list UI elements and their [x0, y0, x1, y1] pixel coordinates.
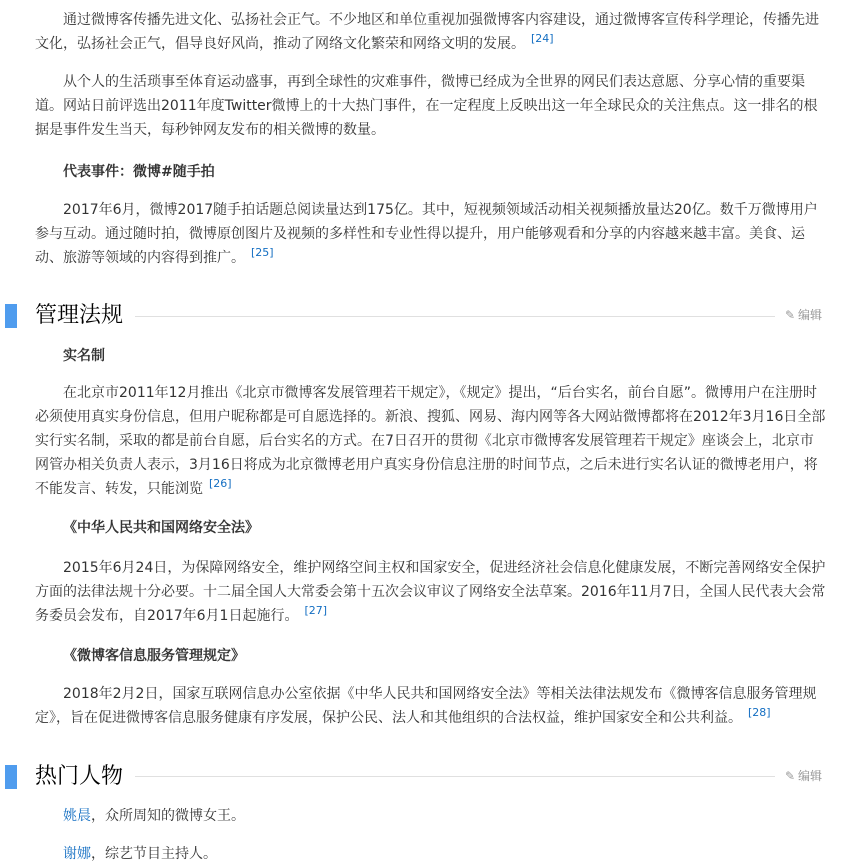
citation-link[interactable]: [27]	[304, 604, 328, 618]
person-link[interactable]: 谢娜	[63, 846, 91, 862]
paragraph-microblog-rules	[35, 682, 827, 730]
subheading-cyberlaw: 《中华人民共和国网络安全法》	[63, 520, 259, 536]
pencil-icon: ✎	[785, 308, 796, 322]
paragraph-text: 通过微博客传播先进文化、弘扬社会正气。不少地区和单位重视加强微博客内容建设，通过微博客宣传科学理论，传播先进文化，弘扬社会正气，倡导良好风尚，推动了网络文化繁荣和网络文明的发展。	[35, 12, 819, 52]
paragraph-events	[35, 70, 827, 142]
citation-link[interactable]: [24]	[531, 32, 554, 46]
subheading-realname: 实名制	[63, 348, 105, 364]
person-desc: ，众所周知的微博女王。	[91, 808, 245, 824]
subheading-representative-event: 代表事件：微博#随手拍	[63, 164, 215, 180]
section-divider	[135, 316, 775, 317]
paragraph-text: 2017年6月，微博2017随手拍话题总阅读量达到175亿。其中，短视频领域活动相关视频播放量达20亿。数千万微博用户参与互动。通过随时拍，微博原创图片及视频的多样性和专业性得以提升，用户能够观看和分享的内容越来越丰富。美食、运动、旅游等领域的内容得到推广。	[35, 202, 818, 266]
edit-button-people[interactable]	[785, 768, 822, 784]
edit-button-law[interactable]	[785, 307, 822, 323]
section-marker	[5, 304, 17, 328]
section-title-people: 热门人物	[35, 764, 124, 789]
section-marker	[5, 765, 17, 789]
section-title-law: 管理法规	[35, 303, 124, 328]
paragraph-text: 从个人的生活琐事至体育运动盛事，再到全球性的灾难事件，微博已经成为全世界的网民们表达意愿、分享心情的重要渠道。网站日前评选出2011年度Twitter微博上的十大热门事件，在一定程度上反映出这一年全球民众的关注焦点。这一排名的根据是事件发生当天，每秒钟网友发布的相关微博的数量。	[35, 74, 818, 138]
section-divider	[135, 776, 775, 777]
paragraph-realname	[35, 381, 827, 501]
paragraph-snapshot	[35, 198, 827, 270]
paragraph-culture	[35, 8, 827, 56]
edit-label: 编辑	[798, 308, 823, 322]
citation-link[interactable]: [26]	[209, 477, 232, 491]
edit-label: 编辑	[798, 769, 823, 783]
subheading-microblog-rules: 《微博客信息服务管理规定》	[63, 648, 245, 664]
person-item	[63, 844, 217, 864]
paragraph-cyberlaw	[35, 556, 827, 628]
paragraph-text: 在北京市2011年12月推出《北京市微博客发展管理若干规定》，《规定》提出，“后台实名，前台自愿”。微博用户在注册时必须使用真实身份信息，但用户昵称都是可自愿选择的。新浪、搜狐、网易、海内网等各大网站微博都将在2012年3月16日全部实行实名制，采取的都是前台自愿，后台实名的方式。在7日召开的贯彻《北京市微博客发展管理若干规定》座谈会上，北京市网管办相关负责人表示，3月16日将成为北京微博老用户真实身份信息注册的时间节点，之后未进行实名认证的微博老用户，将不能发言、转发，只能浏览	[35, 385, 826, 497]
pencil-icon: ✎	[785, 769, 796, 783]
person-desc: ，综艺节目主持人。	[91, 846, 217, 862]
paragraph-text: 2018年2月2日，国家互联网信息办公室依据《中华人民共和国网络安全法》等相关法律法规发布《微博客信息服务管理规定》，旨在促进微博客信息服务健康有序发展，保护公民、法人和其他组织的合法权益，维护国家安全和公共利益。	[35, 686, 817, 726]
citation-link[interactable]: [28]	[748, 706, 771, 720]
person-link[interactable]: 姚晨	[63, 808, 91, 824]
person-item	[63, 806, 245, 826]
paragraph-text: 2015年6月24日，为保障网络安全，维护网络空间主权和国家安全，促进经济社会信息化健康发展，不断完善网络安全保护方面的法律法规十分必要。十二届全国人大常委会第十五次会议审议了网络安全法草案。2016年11月7日，全国人民代表大会常务委员会发布，自2017年6月1日起施行。	[35, 560, 826, 624]
citation-link[interactable]: [25]	[251, 246, 274, 260]
